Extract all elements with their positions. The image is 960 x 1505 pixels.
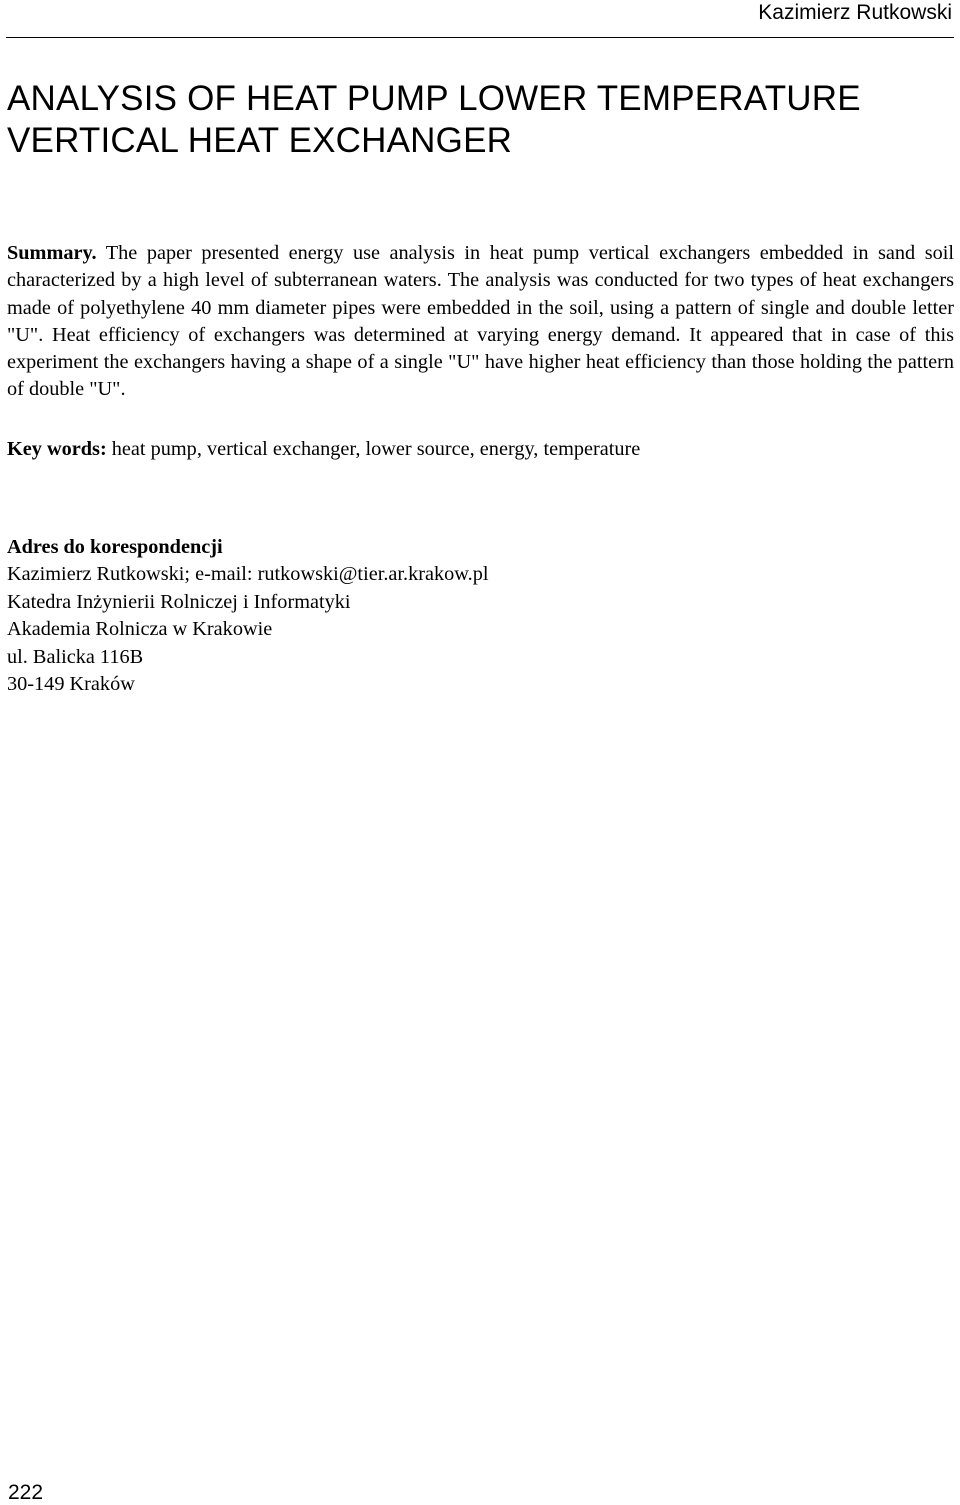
- correspondence-institution: Akademia Rolnicza w Krakowie: [7, 618, 273, 641]
- correspondence-author-email: Kazimierz Rutkowski; e-mail: rutkowski@tier.ar.krakow.pl: [7, 563, 489, 586]
- correspondence-department: Katedra Inżynierii Rolniczej i Informatyki: [7, 590, 351, 613]
- keywords-text: heat pump, vertical exchanger, lower source, energy, temperature: [106, 438, 641, 460]
- paper-title-line-1: ANALYSIS OF HEAT PUMP LOWER TEMPERATURE: [7, 79, 861, 118]
- paper-title-line-2: VERTICAL HEAT EXCHANGER: [7, 121, 513, 160]
- running-head-author: Kazimierz Rutkowski: [758, 1, 952, 24]
- summary-text: The paper presented energy use analysis in heat pump vertical exchangers embedded in sand soil characterized by a high level of subterranean waters. The analysis was conducted for two types of heat exchangers made of polyethylene 40 mm diameter pipes were embedded in the soil, using a pattern of single and double letter "U". Heat efficiency of exchangers was determined at varying energy demand. It appeared that in case of this experiment the exchangers having a shape of a single "U" have higher heat efficiency than those holding the pattern of double "U".: [7, 242, 954, 401]
- correspondence-block: [7, 534, 907, 698]
- paper-title: [7, 78, 947, 162]
- correspondence-city: 30-149 Kraków: [7, 673, 135, 696]
- page-number: 222: [8, 1481, 44, 1504]
- keywords-paragraph: [7, 436, 954, 463]
- header-rule: [6, 37, 954, 38]
- summary-paragraph: [7, 240, 954, 404]
- correspondence-street: ul. Balicka 116B: [7, 645, 144, 668]
- keywords-label: Key words:: [7, 438, 107, 460]
- correspondence-heading: Adres do korespondencji: [7, 536, 223, 558]
- summary-label: Summary.: [7, 242, 97, 264]
